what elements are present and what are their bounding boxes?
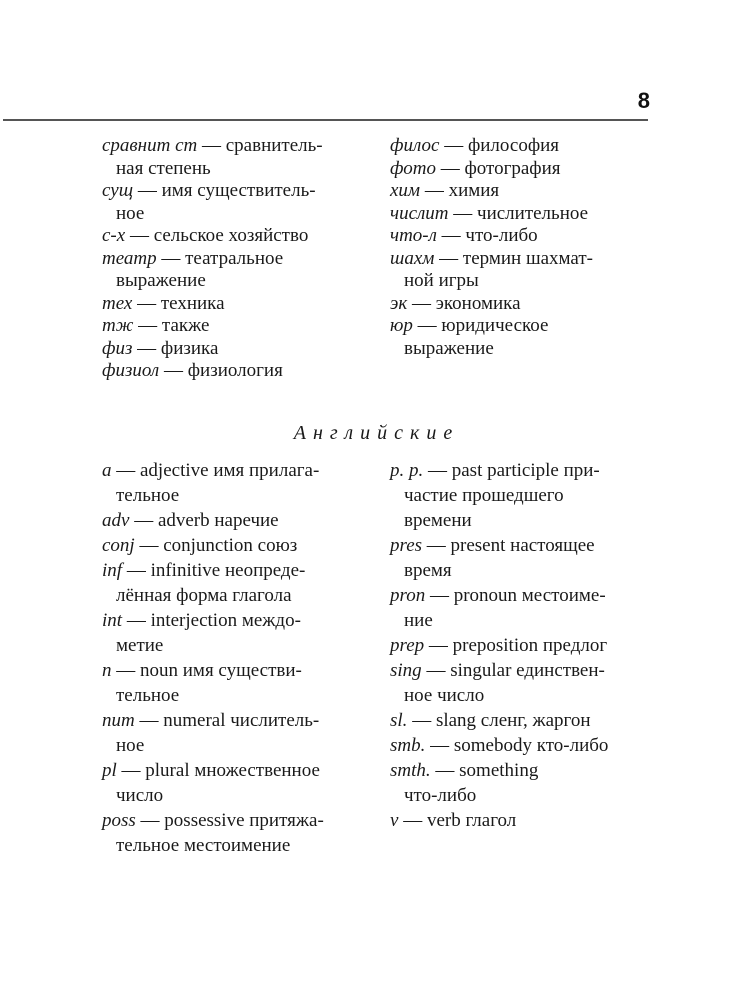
entry-first-line [102, 293, 382, 316]
em-dash: — [436, 225, 466, 246]
abbreviation-meaning: ное число [404, 685, 485, 706]
abbreviation-meaning: время [404, 560, 452, 581]
em-dash: — [398, 810, 427, 831]
abbreviation-entry [102, 315, 382, 338]
abbreviation-meaning: философия [467, 135, 560, 156]
entry-first-line [390, 203, 660, 226]
entry-first-line [390, 458, 660, 483]
entry-continuation-line [102, 270, 382, 293]
abbreviation-entry [390, 658, 660, 708]
abbreviation-meaning: что-либо [465, 225, 538, 246]
abbreviation-entry [390, 808, 660, 833]
em-dash: — [407, 292, 436, 314]
entry-continuation-line [390, 508, 660, 533]
em-dash: — [134, 710, 164, 731]
abbreviation-meaning: possessive притяжа- [164, 810, 324, 831]
entry-first-line [390, 583, 660, 608]
entry-first-line [102, 508, 382, 533]
abbreviation-meaning: verb глагол [426, 810, 517, 831]
abbreviation-term: шахм [390, 247, 435, 269]
entry-first-line [102, 248, 382, 271]
abbreviation-entry [102, 658, 382, 708]
em-dash: — [425, 585, 454, 606]
abbreviation-term: числит [390, 202, 449, 224]
entry-continuation-line [390, 683, 660, 708]
abbreviation-entry [102, 758, 382, 808]
abbreviation-term: prep [390, 635, 425, 656]
entry-continuation-line [102, 733, 382, 758]
russian-abbreviations-left-column [102, 135, 382, 383]
abbreviation-meaning: термин шахмат- [462, 247, 593, 269]
abbreviation-meaning: pronoun местоиме- [453, 585, 606, 606]
entry-first-line [390, 808, 660, 833]
abbreviation-entry [102, 533, 382, 558]
em-dash: — [159, 360, 188, 381]
abbreviation-meaning: сравнитель- [225, 135, 323, 156]
abbreviation-meaning: adjective имя прилага- [140, 460, 320, 481]
entry-first-line [102, 225, 382, 248]
abbreviation-meaning: экономика [435, 292, 521, 314]
abbreviation-entry [102, 248, 382, 293]
entry-first-line [102, 658, 382, 683]
entry-continuation-line [390, 783, 660, 808]
abbreviation-meaning: юридическое [441, 315, 549, 336]
header-rule [3, 119, 648, 121]
abbreviation-entry [102, 708, 382, 758]
em-dash: — [421, 660, 451, 681]
abbreviation-term: adv [102, 510, 130, 531]
abbreviation-term: smb. [390, 735, 426, 756]
abbreviation-term: sing [390, 660, 422, 681]
abbreviation-meaning: plural множественное [145, 760, 320, 781]
entry-first-line [390, 658, 660, 683]
abbreviation-term: хим [390, 180, 421, 201]
abbreviation-term: conj [102, 535, 135, 556]
entry-first-line [102, 315, 382, 338]
abbreviation-term: sl. [390, 710, 408, 731]
entry-continuation-line [102, 783, 382, 808]
entry-continuation-line [102, 833, 382, 858]
abbreviation-entry [390, 633, 660, 658]
abbreviation-meaning: также [161, 315, 210, 336]
abbreviation-meaning: ная степень [116, 157, 211, 179]
abbreviation-meaning: adverb наречие [157, 510, 279, 531]
entry-continuation-line [102, 483, 382, 508]
abbreviation-meaning: somebody кто-либо [453, 735, 609, 756]
abbreviation-meaning: тельное местоимение [116, 835, 291, 856]
em-dash: — [129, 510, 158, 531]
abbreviation-term: с-х [102, 225, 126, 246]
abbreviation-meaning: infinitive неопреде- [150, 560, 306, 581]
em-dash: — [420, 180, 449, 201]
entry-first-line [390, 158, 660, 181]
em-dash: — [125, 225, 154, 246]
entry-first-line [102, 608, 382, 633]
abbreviation-meaning: сельское хозяйство [153, 225, 309, 246]
em-dash: — [111, 460, 140, 481]
abbreviation-meaning: ное [116, 202, 145, 224]
abbreviation-meaning: singular единствен- [450, 660, 605, 681]
abbreviation-term: pron [390, 585, 426, 606]
abbreviation-entry [390, 458, 660, 533]
entry-first-line [102, 758, 382, 783]
abbreviation-entry [390, 758, 660, 808]
abbreviation-meaning: что-либо [404, 785, 477, 806]
em-dash: — [422, 535, 451, 556]
abbreviation-meaning: ное [116, 735, 145, 756]
abbreviation-term: что-л [390, 225, 437, 246]
entry-continuation-line [102, 203, 382, 226]
entry-first-line [102, 135, 382, 158]
abbreviation-meaning: химия [448, 180, 500, 201]
abbreviation-entry [390, 225, 660, 248]
russian-abbreviations-right-column [390, 135, 660, 360]
abbreviation-meaning: тельное [116, 485, 180, 506]
abbreviation-term: num [102, 710, 135, 731]
abbreviation-entry [102, 508, 382, 533]
em-dash: — [132, 337, 161, 359]
em-dash: — [424, 635, 453, 656]
abbreviation-entry [102, 558, 382, 608]
abbreviation-meaning: something [459, 760, 539, 781]
entry-continuation-line [390, 483, 660, 508]
abbreviation-meaning: выражение [116, 270, 206, 291]
entry-first-line [102, 338, 382, 361]
abbreviation-term: n [102, 660, 112, 681]
entry-first-line [102, 533, 382, 558]
abbreviation-term: p. p. [390, 460, 424, 481]
abbreviation-meaning: noun имя существи- [140, 660, 302, 681]
abbreviation-meaning: лённая форма глагола [116, 585, 292, 606]
em-dash: — [448, 202, 478, 224]
entry-first-line [390, 633, 660, 658]
abbreviation-meaning: времени [404, 510, 472, 531]
em-dash: — [122, 610, 151, 631]
em-dash: — [133, 180, 162, 201]
abbreviation-term: театр [102, 247, 157, 269]
abbreviation-entry [390, 708, 660, 733]
abbreviation-meaning: conjunction союз [163, 535, 298, 556]
abbreviation-term: pres [390, 535, 423, 556]
abbreviation-term: pl [102, 760, 117, 781]
section-title-english: Английские [293, 422, 460, 444]
entry-first-line [390, 248, 660, 271]
abbreviation-entry [102, 458, 382, 508]
entry-continuation-line [102, 683, 382, 708]
em-dash: — [134, 535, 164, 556]
entry-first-line [390, 533, 660, 558]
em-dash: — [197, 135, 226, 156]
abbreviation-entry [390, 315, 660, 360]
abbreviation-meaning: частие прошедшего [404, 485, 564, 506]
abbreviation-entry [390, 135, 660, 158]
abbreviation-term: тж [102, 315, 134, 336]
em-dash: — [407, 710, 436, 731]
em-dash: — [434, 247, 463, 269]
abbreviation-meaning: физиология [187, 360, 283, 381]
abbreviation-term: эк [390, 292, 408, 314]
abbreviation-meaning: фотография [464, 157, 561, 179]
entry-continuation-line [102, 633, 382, 658]
entry-continuation-line [390, 338, 660, 361]
abbreviation-term: филос [390, 135, 440, 156]
em-dash: — [132, 292, 161, 314]
abbreviation-term: inf [102, 560, 123, 581]
abbreviation-meaning: interjection междо- [150, 610, 301, 631]
abbreviation-meaning: numeral числитель- [163, 710, 320, 731]
abbreviation-entry [102, 360, 382, 383]
abbreviation-meaning: техника [160, 292, 225, 314]
em-dash: — [116, 760, 146, 781]
abbreviation-term: v [390, 810, 399, 831]
abbreviation-term: физиол [102, 360, 160, 381]
abbreviation-meaning: выражение [404, 337, 494, 359]
abbreviation-term: a [102, 460, 112, 481]
entry-first-line [390, 758, 660, 783]
abbreviation-meaning: числительное [477, 202, 589, 224]
abbreviation-entry [390, 293, 660, 316]
english-abbreviations-right-column [390, 458, 660, 833]
abbreviation-meaning: физика [160, 337, 219, 359]
page-number: 8 [637, 88, 650, 113]
abbreviation-meaning: slang сленг, жаргон [435, 710, 591, 731]
abbreviation-meaning: театральное [185, 247, 284, 269]
abbreviation-meaning: число [116, 785, 164, 806]
abbreviation-entry [390, 180, 660, 203]
abbreviation-meaning: ной игры [404, 270, 479, 291]
abbreviation-meaning: метие [116, 635, 164, 656]
entry-continuation-line [390, 608, 660, 633]
entry-continuation-line [102, 583, 382, 608]
em-dash: — [111, 660, 140, 681]
entry-first-line [390, 135, 660, 158]
em-dash: — [435, 157, 465, 179]
em-dash: — [135, 810, 165, 831]
entry-first-line [390, 180, 660, 203]
entry-first-line [390, 733, 660, 758]
entry-continuation-line [102, 158, 382, 181]
em-dash: — [425, 735, 454, 756]
abbreviation-entry [102, 135, 382, 180]
abbreviation-entry [102, 338, 382, 361]
abbreviation-entry [102, 180, 382, 225]
abbreviation-entry [102, 808, 382, 858]
abbreviation-entry [390, 533, 660, 583]
entry-first-line [102, 708, 382, 733]
abbreviation-term: poss [102, 810, 136, 831]
abbreviation-meaning: имя существитель- [161, 180, 316, 201]
abbreviation-meaning: тельное [116, 685, 180, 706]
entry-first-line [390, 315, 660, 338]
entry-first-line [102, 808, 382, 833]
em-dash: — [439, 135, 468, 156]
em-dash: — [156, 247, 186, 269]
abbreviation-meaning: present настоящее [450, 535, 595, 556]
abbreviation-meaning: past participle при- [451, 460, 600, 481]
abbreviation-meaning: ние [404, 610, 433, 631]
abbreviation-term: smth. [390, 760, 431, 781]
abbreviation-term: физ [102, 337, 133, 359]
entry-first-line [102, 180, 382, 203]
abbreviation-entry [390, 203, 660, 226]
abbreviation-term: тех [102, 292, 133, 314]
abbreviation-entry [102, 225, 382, 248]
entry-first-line [102, 360, 382, 383]
abbreviation-entry [102, 293, 382, 316]
entry-first-line [390, 708, 660, 733]
entry-first-line [390, 225, 660, 248]
entry-first-line [390, 293, 660, 316]
entry-first-line [102, 558, 382, 583]
em-dash: — [430, 760, 460, 781]
em-dash: — [122, 560, 151, 581]
entry-continuation-line [390, 558, 660, 583]
abbreviation-entry [390, 248, 660, 293]
abbreviation-entry [390, 583, 660, 633]
em-dash: — [412, 315, 442, 336]
abbreviation-term: int [102, 610, 123, 631]
english-abbreviations-left-column [102, 458, 382, 858]
entry-continuation-line [390, 270, 660, 293]
abbreviation-entry [390, 733, 660, 758]
em-dash: — [423, 460, 452, 481]
abbreviation-entry [102, 608, 382, 658]
abbreviation-term: сущ [102, 180, 134, 201]
abbreviation-term: сравнит ст [102, 135, 198, 156]
abbreviation-term: юр [390, 315, 413, 336]
entry-first-line [102, 458, 382, 483]
abbreviation-term: фото [390, 157, 436, 179]
em-dash: — [133, 315, 162, 336]
abbreviation-entry [390, 158, 660, 181]
abbreviation-meaning: preposition предлог [452, 635, 608, 656]
